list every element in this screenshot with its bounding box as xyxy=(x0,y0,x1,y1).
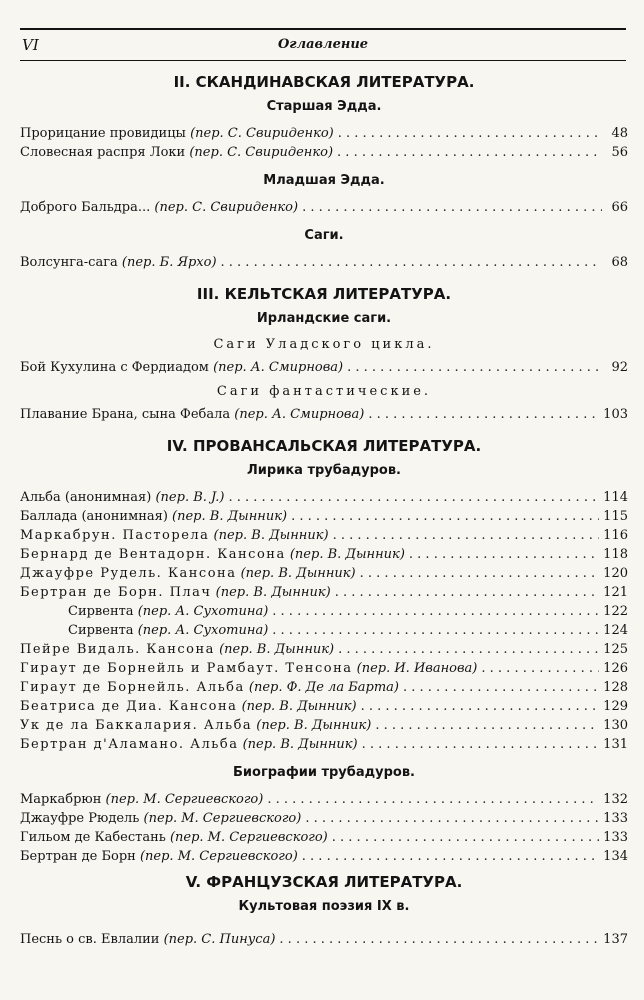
entry-title: Джауфре Рудель. Кансона xyxy=(20,566,237,581)
entry-page: 56 xyxy=(611,145,628,160)
entry-title: Плавание Брана, сына Фебала xyxy=(20,407,231,422)
entry-title: Словесная распря Локи xyxy=(20,145,186,160)
leader-dots xyxy=(361,697,600,716)
entry-page: 132 xyxy=(603,792,628,807)
entry-title: Бертран де Борн. Плач xyxy=(20,585,212,600)
leader-dots xyxy=(333,526,600,545)
entry-translator: (пер. Б. Ярхо) xyxy=(121,255,217,270)
entry-title: Бертран де Борн xyxy=(20,849,136,864)
toc-entry[interactable] xyxy=(20,640,628,659)
entry-translator: (пер. А. Смирнова) xyxy=(234,407,365,422)
entry-title: Волсунга-сага xyxy=(20,255,118,270)
entry-page: 131 xyxy=(603,737,628,752)
header-top-rule xyxy=(20,28,626,30)
toc-entry[interactable] xyxy=(20,124,628,143)
entry-page: 48 xyxy=(611,126,628,141)
leader-dots xyxy=(337,143,602,162)
leader-dots xyxy=(375,716,599,735)
leader-dots xyxy=(338,640,599,659)
entry-title: Джауфре Рюдель xyxy=(20,811,140,826)
header-title: Оглавление xyxy=(277,37,369,52)
leader-dots xyxy=(305,809,599,828)
entry-translator: (пер. М. Сергиевского) xyxy=(143,811,302,826)
section-title: V. ФРАНЦУЗСКАЯ ЛИТЕРАТУРА. xyxy=(185,873,463,891)
toc-entry[interactable] xyxy=(20,659,628,678)
leader-dots xyxy=(338,124,602,143)
toc-entry[interactable] xyxy=(20,253,628,272)
leader-dots xyxy=(272,602,599,621)
entry-translator: (пер. В. Дынник) xyxy=(242,737,358,752)
entry-translator: (пер. В. Дынник) xyxy=(289,547,405,562)
toc-entry[interactable] xyxy=(20,488,628,507)
entry-page: 114 xyxy=(603,490,628,505)
toc-entry[interactable] xyxy=(20,828,628,847)
entry-page: 115 xyxy=(603,509,628,524)
group-title: Саги фантастические. xyxy=(216,384,432,399)
leader-dots xyxy=(335,583,599,602)
entry-title: Пейре Видаль. Кансона xyxy=(20,642,215,657)
toc-entry[interactable] xyxy=(20,716,628,735)
subsection-title: Лирика трубадуров. xyxy=(247,463,401,478)
entry-page: 126 xyxy=(603,661,628,676)
toc-entry[interactable] xyxy=(20,847,628,866)
entry-title: Бертран д'Аламано. Альба xyxy=(20,737,239,752)
entry-page: 120 xyxy=(603,566,628,581)
entry-translator: (пер. М. Сергиевского) xyxy=(105,792,264,807)
entry-translator: (пер. А. Сухотина) xyxy=(137,623,269,638)
entry-translator: (пер. В. Дынник) xyxy=(240,566,356,581)
table-of-contents xyxy=(20,72,628,949)
leader-dots xyxy=(403,678,599,697)
toc-entry[interactable] xyxy=(20,678,628,697)
entry-translator: (пер. С. Свириденко) xyxy=(154,200,299,215)
leader-dots xyxy=(221,253,602,272)
toc-entry[interactable] xyxy=(20,930,628,949)
entry-page: 66 xyxy=(611,200,628,215)
entry-translator: (пер. А. Сухотина) xyxy=(137,604,269,619)
leader-dots xyxy=(302,198,602,217)
entry-page: 122 xyxy=(603,604,628,619)
page-header xyxy=(22,36,624,56)
section-title: III. КЕЛЬТСКАЯ ЛИТЕРАТУРА. xyxy=(196,285,452,303)
toc-entry[interactable] xyxy=(20,545,628,564)
leader-dots xyxy=(362,735,600,754)
entry-translator: (пер. В. Дынник) xyxy=(215,585,331,600)
leader-dots xyxy=(368,405,599,424)
entry-translator: (пер. М. Сергиевского) xyxy=(139,849,298,864)
entry-title: Баллада (анонимная) xyxy=(20,509,168,524)
section-title: II. СКАНДИНАВСКАЯ ЛИТЕРАТУРА. xyxy=(173,73,475,91)
entry-translator: (пер. И. Иванова) xyxy=(356,661,478,676)
section-title: IV. ПРОВАНСАЛЬСКАЯ ЛИТЕРАТУРА. xyxy=(166,437,482,455)
subsection-title: Саги. xyxy=(304,228,344,243)
entry-page: 68 xyxy=(611,255,628,270)
entry-page: 133 xyxy=(603,830,628,845)
entry-page: 137 xyxy=(603,932,628,947)
entry-translator: (пер. С. Свириденко) xyxy=(190,126,334,141)
toc-entry[interactable] xyxy=(20,602,628,621)
leader-dots xyxy=(272,621,599,640)
entry-title: Прорицание провидицы xyxy=(20,126,186,141)
toc-entry[interactable] xyxy=(20,621,628,640)
leader-dots xyxy=(279,930,599,949)
toc-entry[interactable] xyxy=(20,143,628,162)
entry-translator: (пер. С. Пинуса) xyxy=(163,932,276,947)
leader-dots xyxy=(267,790,599,809)
toc-entry[interactable] xyxy=(20,735,628,754)
entry-page: 130 xyxy=(603,718,628,733)
toc-entry[interactable] xyxy=(20,790,628,809)
leader-dots xyxy=(291,507,599,526)
entry-translator: (пер. В. J.) xyxy=(155,490,225,505)
header-bottom-rule xyxy=(20,60,626,61)
entry-title: Альба (анонимная) xyxy=(20,490,152,505)
entry-page: 92 xyxy=(611,360,628,375)
entry-translator: (пер. Ф. Де ла Барта) xyxy=(248,680,399,695)
leader-dots xyxy=(360,564,600,583)
entry-title: Песнь о св. Евлалии xyxy=(20,932,160,947)
subsection-title: Культовая поэзия IX в. xyxy=(238,899,410,914)
entry-page: 129 xyxy=(603,699,628,714)
leader-dots xyxy=(228,488,599,507)
toc-entry[interactable] xyxy=(20,526,628,545)
entry-page: 118 xyxy=(603,547,628,562)
entry-page: 125 xyxy=(603,642,628,657)
header-page-number: VI xyxy=(22,36,39,54)
leader-dots xyxy=(302,847,599,866)
leader-dots xyxy=(409,545,599,564)
entry-translator: (пер. С. Свириденко) xyxy=(189,145,334,160)
entry-page: 103 xyxy=(603,407,628,422)
leader-dots xyxy=(481,659,599,678)
entry-page: 124 xyxy=(603,623,628,638)
entry-title: Бернард де Вентадорн. Кансона xyxy=(20,547,286,562)
entry-translator: (пер. В. Дынник) xyxy=(256,718,372,733)
entry-title: Бой Кухулина с Фердиадом xyxy=(20,360,209,375)
entry-title: Маркабрюн xyxy=(20,792,102,807)
entry-title: Сирвента xyxy=(68,623,134,638)
entry-page: 121 xyxy=(603,585,628,600)
entry-title: Сирвента xyxy=(68,604,134,619)
entry-page: 128 xyxy=(603,680,628,695)
entry-title: Гильом де Кабестань xyxy=(20,830,166,845)
toc-entry[interactable] xyxy=(20,405,628,424)
entry-translator: (пер. В. Дынник) xyxy=(213,528,329,543)
entry-page: 134 xyxy=(603,849,628,864)
entry-title: Доброго Бальдра... xyxy=(20,200,151,215)
entry-translator: (пер. В. Дынник) xyxy=(172,509,288,524)
subsection-title: Ирландские саги. xyxy=(256,311,392,326)
group-title: Саги Уладского цикла. xyxy=(213,337,435,352)
toc-entry[interactable] xyxy=(20,809,628,828)
toc-entry[interactable] xyxy=(20,564,628,583)
toc-entry[interactable] xyxy=(20,507,628,526)
subsection-title: Старшая Эдда. xyxy=(266,99,382,114)
toc-entry[interactable] xyxy=(20,198,628,217)
toc-entry[interactable] xyxy=(20,583,628,602)
entry-page: 133 xyxy=(603,811,628,826)
entry-translator: (пер. А. Смирнова) xyxy=(213,360,344,375)
entry-title: Ук де ла Баккалария. Альба xyxy=(20,718,253,733)
subsection-title: Биографии трубадуров. xyxy=(233,765,415,780)
entry-page: 116 xyxy=(603,528,628,543)
entry-translator: (пер. В. Дынник) xyxy=(219,642,335,657)
toc-entry[interactable] xyxy=(20,697,628,716)
entry-title: Беатриса де Диа. Кансона xyxy=(20,699,238,714)
entry-translator: (пер. М. Сергиевского) xyxy=(169,830,328,845)
leader-dots xyxy=(347,358,602,377)
entry-title: Гираут де Борнейль и Рамбаут. Тенсона xyxy=(20,661,353,676)
toc-entry[interactable] xyxy=(20,358,628,377)
entry-title: Маркабрун. Пасторела xyxy=(20,528,210,543)
leader-dots xyxy=(332,828,599,847)
subsection-title: Младшая Эдда. xyxy=(263,173,385,188)
entry-translator: (пер. В. Дынник) xyxy=(241,699,357,714)
entry-title: Гираут де Борнейль. Альба xyxy=(20,680,245,695)
